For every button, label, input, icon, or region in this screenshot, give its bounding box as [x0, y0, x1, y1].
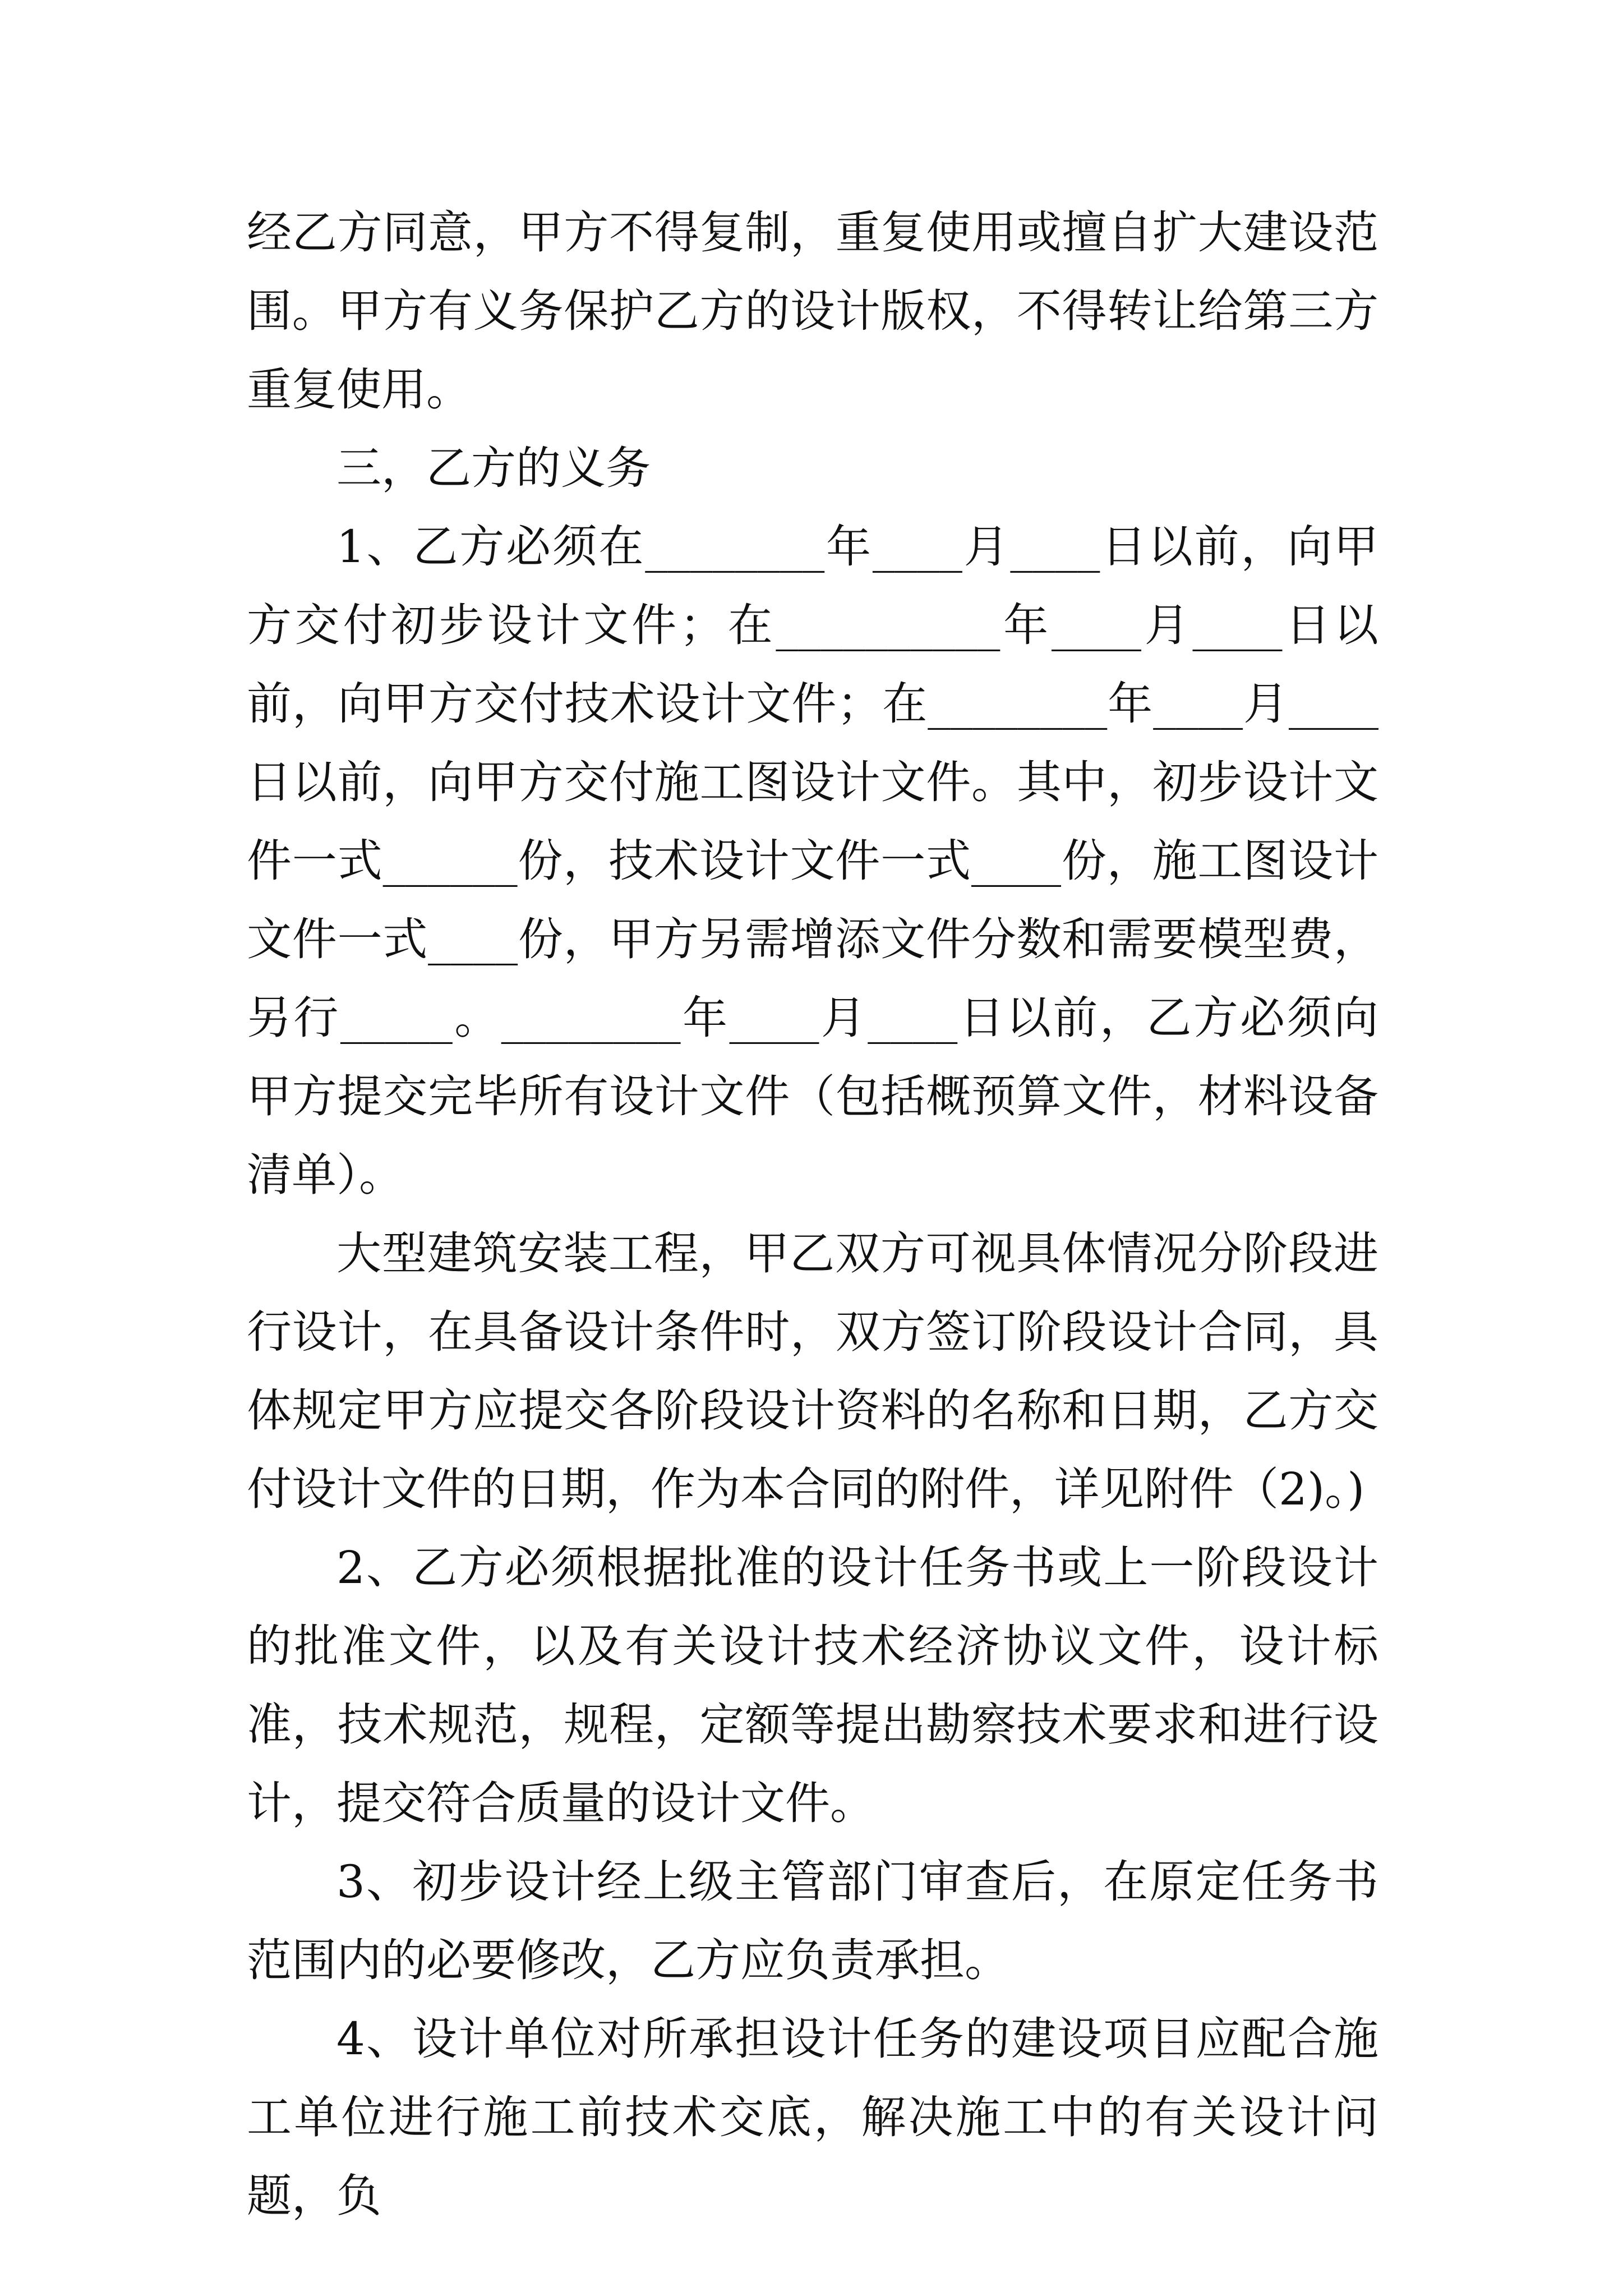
paragraph: 4、设计单位对所承担设计任务的建设项目应配合施工单位进行施工前技术交底，解决施工中的有关设计问题，负 [247, 2013, 1378, 2222]
paragraph: 1、乙方必须在________年____月____日以前，向甲方交付初步设计文件；在__________年____月____日以前，向甲方交付技术设计文件；在________年____月____日以前，向甲方交付施工图设计文件。其中，初步设计文件一式______份，技术设计文件一式____份，施工图设计文件一式____份，甲方另需增添文件分数和需要模型费，另行_____。________年____月____日以前，乙方必须向甲方提交完毕所有设计文件（包括概预算文件，材料设备清单）。 [247, 521, 1378, 1201]
paragraph: 2、乙方必须根据批准的设计任务书或上一阶段设计的批准文件，以及有关设计技术经济协议文件，设计标准，技术规范，规程，定额等提出勘察技术要求和进行设计，提交符合质量的设计文件。 [247, 1542, 1378, 1829]
section-heading: 三，乙方的义务 [336, 442, 651, 494]
paragraph: 经乙方同意，甲方不得复制，重复使用或擅自扩大建设范围。甲方有义务保护乙方的设计版权，不得转让给第三方重复使用。 [247, 206, 1378, 416]
paragraph: 大型建筑安装工程，甲乙双方可视具体情况分阶段进行设计，在具备设计条件时，双方签订阶段设计合同，具体规定甲方应提交各阶段设计资料的名称和日期，乙方交付设计文件的日期，作为本合同的附件，详见附件（2)。) [247, 1227, 1378, 1515]
paragraph: 3、初步设计经上级主管部门审查后，在原定任务书范围内的必要修改，乙方应负责承担。 [247, 1856, 1378, 1986]
document-body [247, 194, 1378, 2235]
